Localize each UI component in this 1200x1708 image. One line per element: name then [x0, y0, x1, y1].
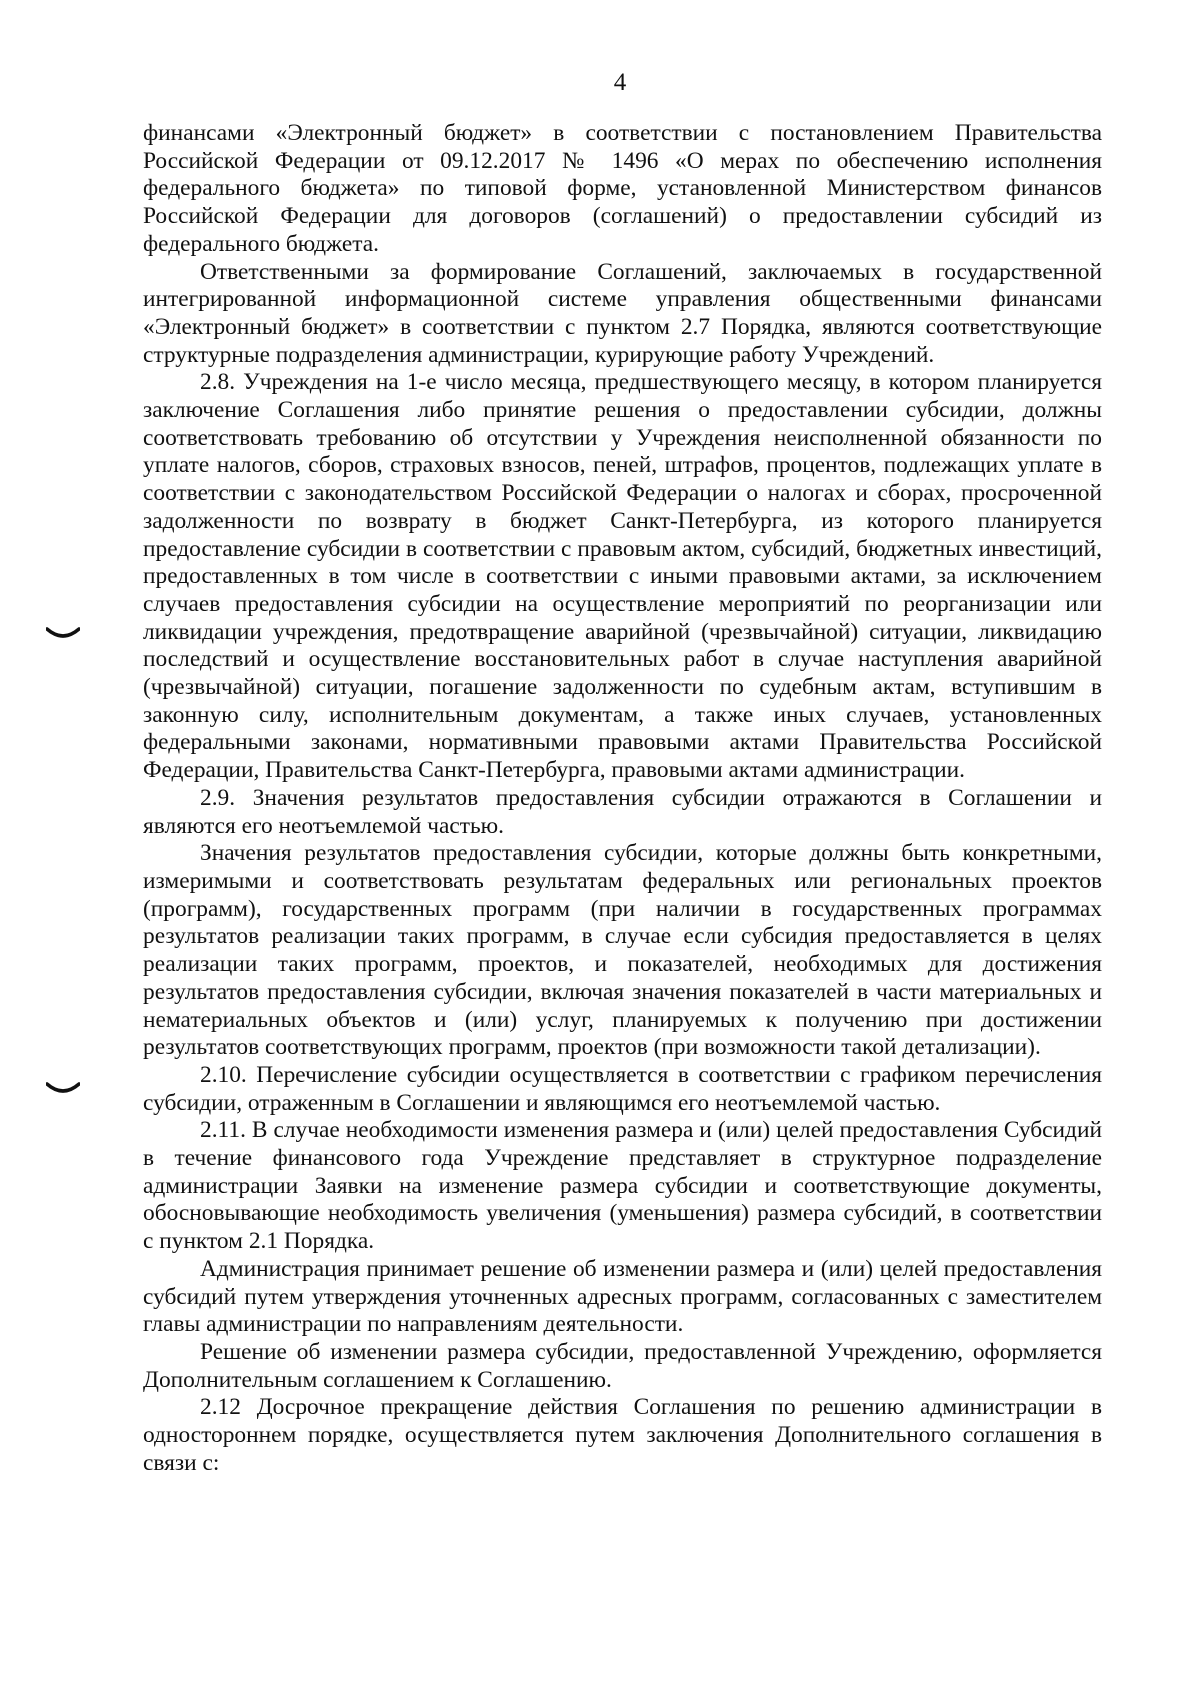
paragraph-additional-agreement: Решение об изменении размера субсидии, предоставленной Учреждению, оформляется Дополнительным соглашением к Соглашению. — [143, 1338, 1102, 1393]
paragraph-2-10: 2.10. Перечисление субсидии осуществляется в соответствии с графиком перечисления субсидии, отраженным в Соглашении и являющимся его неотъемлемой частью. — [143, 1061, 1102, 1116]
document-body — [143, 120, 1102, 1477]
paragraph-responsible-units: Ответственными за формирование Соглашений, заключаемых в государственной интегрированной информационной системе управления общественными финансами «Электронный бюджет» в соответствии с пунктом 2.7 Порядка, являются соответствующие структурные подразделения администрации, курирующие работу Учреждений. — [143, 258, 1102, 368]
paragraph-2-12: 2.12 Досрочное прекращение действия Соглашения по решению администрации в одностороннем порядке, осуществляется путем заключения Дополнительного соглашения в связи с: — [143, 1394, 1102, 1476]
paragraph-2-9: 2.9. Значения результатов предоставления субсидии отражаются в Соглашении и являются его неотъемлемой частью. — [143, 784, 1102, 839]
binding-hole-mark — [46, 1082, 80, 1096]
paragraph-administration-decision: Администрация принимает решение об изменении размера и (или) целей предоставления субсидий путем утверждения уточненных адресных программ, согласованных с заместителем главы администрации по направлениям деятельности. — [143, 1255, 1102, 1338]
paragraph-continuation: финансами «Электронный бюджет» в соответствии с постановлением Правительства Российской Федерации от 09.12.2017 № 1496 «О мерах по обеспечению исполнения федерального бюджета» по типовой форме, установленной Министерством финансов Российской Федерации для договоров (соглашений) о предоставлении субсидий из федерального бюджета. — [143, 120, 1102, 257]
paragraph-2-11: 2.11. В случае необходимости изменения размера и (или) целей предоставления Субсидий в течение финансового года Учреждение представляет в структурное подразделение администрации Заявки на изменение размера субсидии и соответствующие документы, обосновывающие необходимость увеличения (уменьшения) размера субсидий, в соответствии с пунктом 2.1 Порядка. — [143, 1117, 1102, 1255]
paragraph-2-8: 2.8. Учреждения на 1-е число месяца, предшествующего месяцу, в котором планируется заключение Соглашения либо принятие решения о предоставлении субсидии, должны соответствовать требованию об отсутствии у Учреждения неисполненной обязанности по уплате налогов, сборов, страховых взносов, пеней, штрафов, процентов, подлежащих уплате в соответствии с законодательством Российской Федерации о налогах и сборах, просроченной задолженности по возврату в бюджет Санкт-Петербурга, из которого планируется предоставление субсидии в соответствии с правовым актом, субсидий, бюджетных инвестиций, предоставленных в том числе в соответствии с иными правовыми актами, за исключением случаев предоставления субсидии на осуществление мероприятий по реорганизации или ликвидации учреждения, предотвращение аварийной (чрезвычайной) ситуации, ликвидацию последствий и осуществление восстановительных работ в случае наступления аварийной (чрезвычайной) ситуации, погашение задолженности по судебным актам, вступившим в законную силу, исполнительным документам, а также иных случаев, установленных федеральными законами, нормативными правовыми актами Правительства Российской Федерации, Правительства Санкт-Петербурга, правовыми актами администрации. — [143, 369, 1102, 784]
binding-hole-mark — [46, 627, 80, 641]
paragraph-result-values: Значения результатов предоставления субсидии, которые должны быть конкретными, измеримыми и соответствовать результатам федеральных или региональных проектов (программ), государственных программ (при наличии в государственных программах результатов реализации таких программ, в случае если субсидия предоставляется в целях реализации таких программ, проектов, и показателей, необходимых для достижения результатов предоставления субсидии, включая значения показателей в части материальных и нематериальных объектов и (или) услуг, планируемых к получению при достижении результатов соответствующих программ, проектов (при возможности такой детализации). — [143, 840, 1102, 1061]
page-number: 4 — [613, 69, 627, 96]
